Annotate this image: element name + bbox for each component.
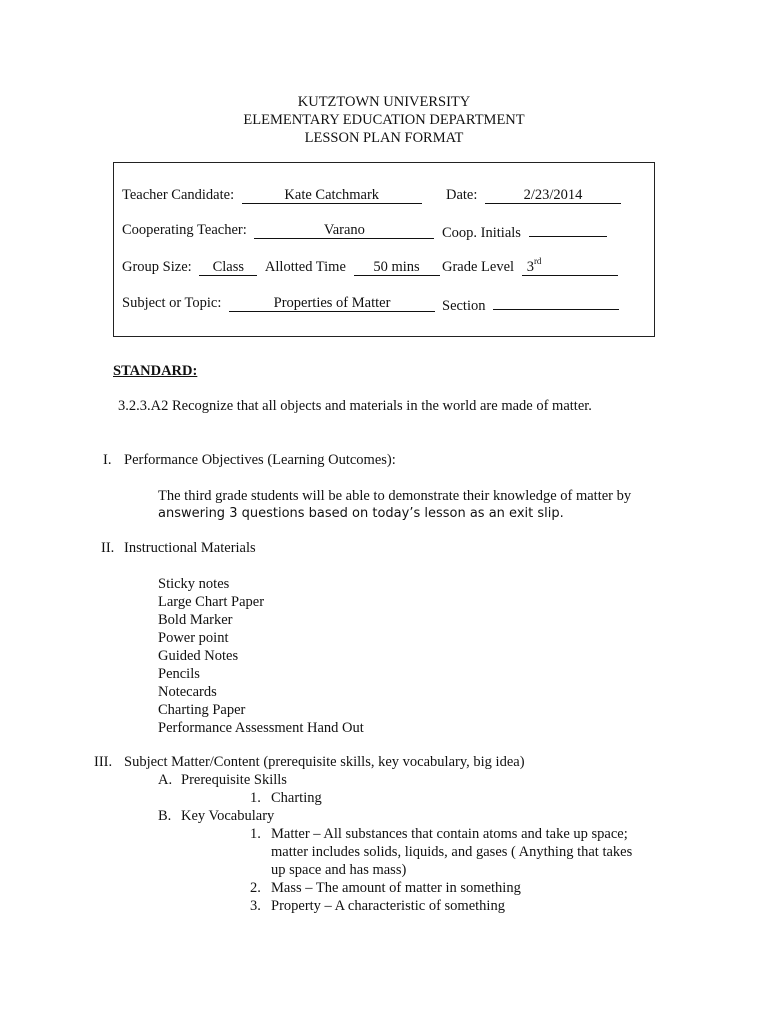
list-item: Pencils: [158, 666, 200, 682]
teacher-candidate-label: Teacher Candidate:: [122, 187, 235, 203]
vocab-item-num: 2.: [250, 880, 261, 896]
cooperating-teacher-field[interactable]: Varano: [254, 223, 434, 239]
objective-line-2: answering 3 questions based on today’s lesson as an exit slip.: [158, 506, 564, 521]
group-size-label: Group Size:: [122, 259, 192, 275]
coop-initials-label: Coop. Initials: [442, 225, 521, 241]
cooperating-teacher-label: Cooperating Teacher:: [122, 222, 247, 238]
subject-field[interactable]: Properties of Matter: [229, 296, 435, 312]
teacher-candidate-row: [122, 186, 422, 204]
section-field[interactable]: [493, 294, 619, 310]
list-item: Guided Notes: [158, 648, 239, 664]
coop-initials-row: [442, 221, 607, 242]
list-item: Large Chart Paper: [158, 594, 265, 610]
subsection-b-title: Key Vocabulary: [181, 808, 275, 824]
vocab-item-num: 3.: [250, 898, 261, 914]
standard-heading: STANDARD:: [113, 363, 198, 379]
vocab-matter-line-2: matter includes solids, liquids, and gases ( Anything that takes: [271, 844, 633, 860]
department-name: ELEMENTARY EDUCATION DEPARTMENT: [243, 112, 525, 128]
vocab-mass: Mass – The amount of matter in something: [271, 880, 521, 896]
section-1-numeral: I.: [103, 452, 112, 468]
prereq-item-text: Charting: [271, 790, 322, 806]
objective-line-1: The third grade students will be able to demonstrate their knowledge of matter by: [158, 488, 632, 504]
section-3-title: Subject Matter/Content (prerequisite skills, key vocabulary, big idea): [124, 754, 525, 770]
list-item: Notecards: [158, 684, 217, 700]
subsection-b-label: B.: [158, 808, 172, 824]
vocab-matter-line-1: Matter – All substances that contain atoms and take up space;: [271, 826, 628, 842]
grade-level-row: [442, 258, 618, 276]
coop-initials-field[interactable]: [529, 221, 607, 237]
grade-level-suffix: rd: [533, 256, 542, 266]
grade-level-value: 3: [526, 259, 534, 275]
materials-list: [158, 575, 364, 737]
vocab-property: Property – A characteristic of something: [271, 898, 505, 914]
standard-text: 3.2.3.A2 Recognize that all objects and materials in the world are made of matter.: [118, 398, 592, 414]
subject-row: [122, 294, 435, 312]
grade-level-field[interactable]: [522, 256, 618, 276]
list-item: Performance Assessment Hand Out: [158, 720, 364, 736]
list-item: Power point: [158, 630, 229, 646]
group-size-field[interactable]: Class: [199, 260, 257, 276]
teacher-candidate-field[interactable]: Kate Catchmark: [242, 188, 422, 204]
document-title: LESSON PLAN FORMAT: [304, 130, 464, 146]
cooperating-teacher-row: [122, 221, 434, 239]
university-name: KUTZTOWN UNIVERSITY: [297, 94, 471, 110]
grade-level-label: Grade Level: [442, 259, 515, 275]
list-item: Sticky notes: [158, 576, 230, 592]
date-field[interactable]: 2/23/2014: [485, 188, 621, 204]
section-1-title: Performance Objectives (Learning Outcomes):: [124, 452, 396, 468]
vocab-item-num: 1.: [250, 826, 261, 842]
list-item: Charting Paper: [158, 702, 246, 718]
allotted-time-field[interactable]: 50 mins: [354, 260, 440, 276]
section-2-numeral: II.: [101, 540, 115, 556]
section-label: Section: [442, 298, 486, 314]
vocab-matter-line-3: up space and has mass): [271, 862, 407, 878]
group-size-row: [122, 258, 440, 276]
subsection-a-title: Prerequisite Skills: [181, 772, 287, 788]
section-3-numeral: III.: [94, 754, 113, 770]
section-2-title: Instructional Materials: [124, 540, 256, 556]
date-row: [446, 186, 621, 204]
list-item: Bold Marker: [158, 612, 233, 628]
date-label: Date:: [446, 187, 478, 203]
subsection-a-label: A.: [158, 772, 173, 788]
section-row: [442, 294, 619, 315]
allotted-time-label: Allotted Time: [264, 259, 346, 275]
prereq-item-num: 1.: [250, 790, 261, 806]
subject-label: Subject or Topic:: [122, 295, 222, 311]
